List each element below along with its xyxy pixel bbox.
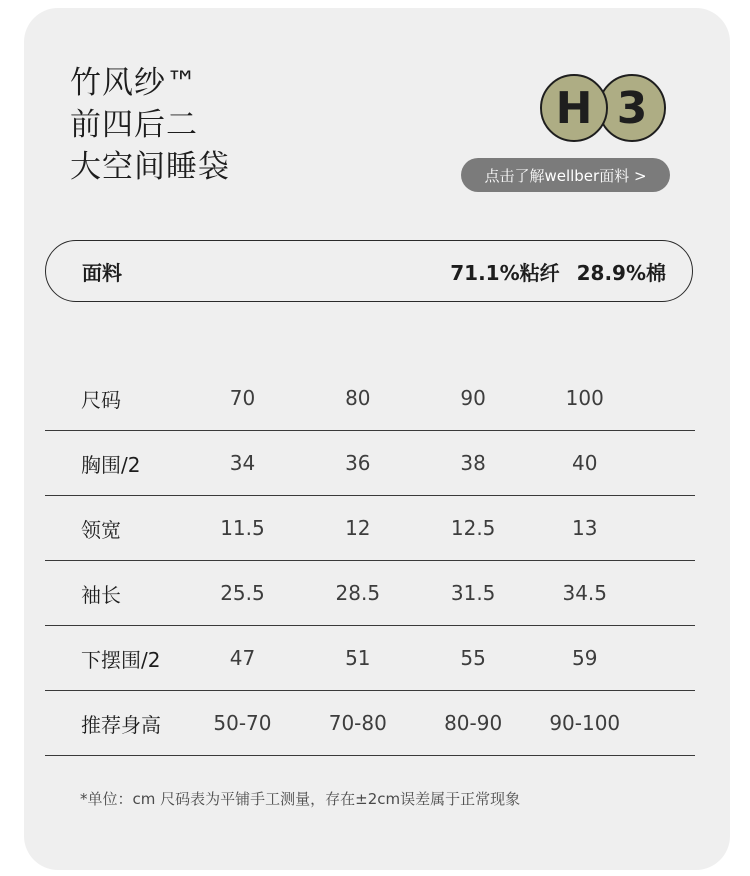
table-spacer [639,561,695,626]
table-cell: 11.5 [185,496,300,561]
table-spacer [639,496,695,561]
table-cell: 51 [300,626,415,691]
table-cell: 100 [531,366,639,431]
row-label: 领宽 [45,496,185,561]
table-row [45,431,695,496]
table-spacer [639,366,695,431]
table-cell: 50-70 [185,691,300,756]
table-row [45,496,695,561]
badge-letter: H [540,74,608,142]
size-table [45,366,695,756]
table-cell: 38 [415,431,530,496]
table-row [45,626,695,691]
table-cell: 47 [185,626,300,691]
table-cell: 90-100 [531,691,639,756]
table-row [45,691,695,756]
title-line-2: 前四后二 [70,107,198,143]
table-cell: 13 [531,496,639,561]
title-line-1: 竹风纱™ [70,65,198,101]
table-cell: 12.5 [415,496,530,561]
row-label: 胸围/2 [45,431,185,496]
table-cell: 28.5 [300,561,415,626]
h3-badge [540,74,672,144]
row-label: 推荐身高 [45,691,185,756]
table-cell: 40 [531,431,639,496]
table-cell: 34.5 [531,561,639,626]
material-label: 面料 [82,260,122,285]
table-spacer [639,626,695,691]
table-cell: 70 [185,366,300,431]
material-value [440,257,666,286]
material-value-2: 28.9%棉 [576,260,666,285]
measurement-footnote: *单位：cm 尺码表为平铺手工测量，存在±2cm误差属于正常现象 [80,790,521,808]
material-value-1: 71.1%粘纤 [450,260,560,285]
table-cell: 25.5 [185,561,300,626]
row-label: 尺码 [45,366,185,431]
table-cell: 59 [531,626,639,691]
table-cell: 34 [185,431,300,496]
row-label: 下摆围/2 [45,626,185,691]
badge-number: 3 [598,74,666,142]
row-label: 袖长 [45,561,185,626]
fabric-info-link[interactable]: 点击了解wellber面料 > [461,158,670,192]
table-cell: 80-90 [415,691,530,756]
table-cell: 90 [415,366,530,431]
material-row [45,240,693,302]
table-cell: 80 [300,366,415,431]
title-line-3: 大空间睡袋 [70,149,230,185]
product-title [70,62,230,188]
table-cell: 55 [415,626,530,691]
table-cell: 36 [300,431,415,496]
table-spacer [639,431,695,496]
table-row [45,366,695,431]
table-spacer [639,691,695,756]
table-cell: 70-80 [300,691,415,756]
table-cell: 31.5 [415,561,530,626]
table-cell: 12 [300,496,415,561]
table-row [45,561,695,626]
